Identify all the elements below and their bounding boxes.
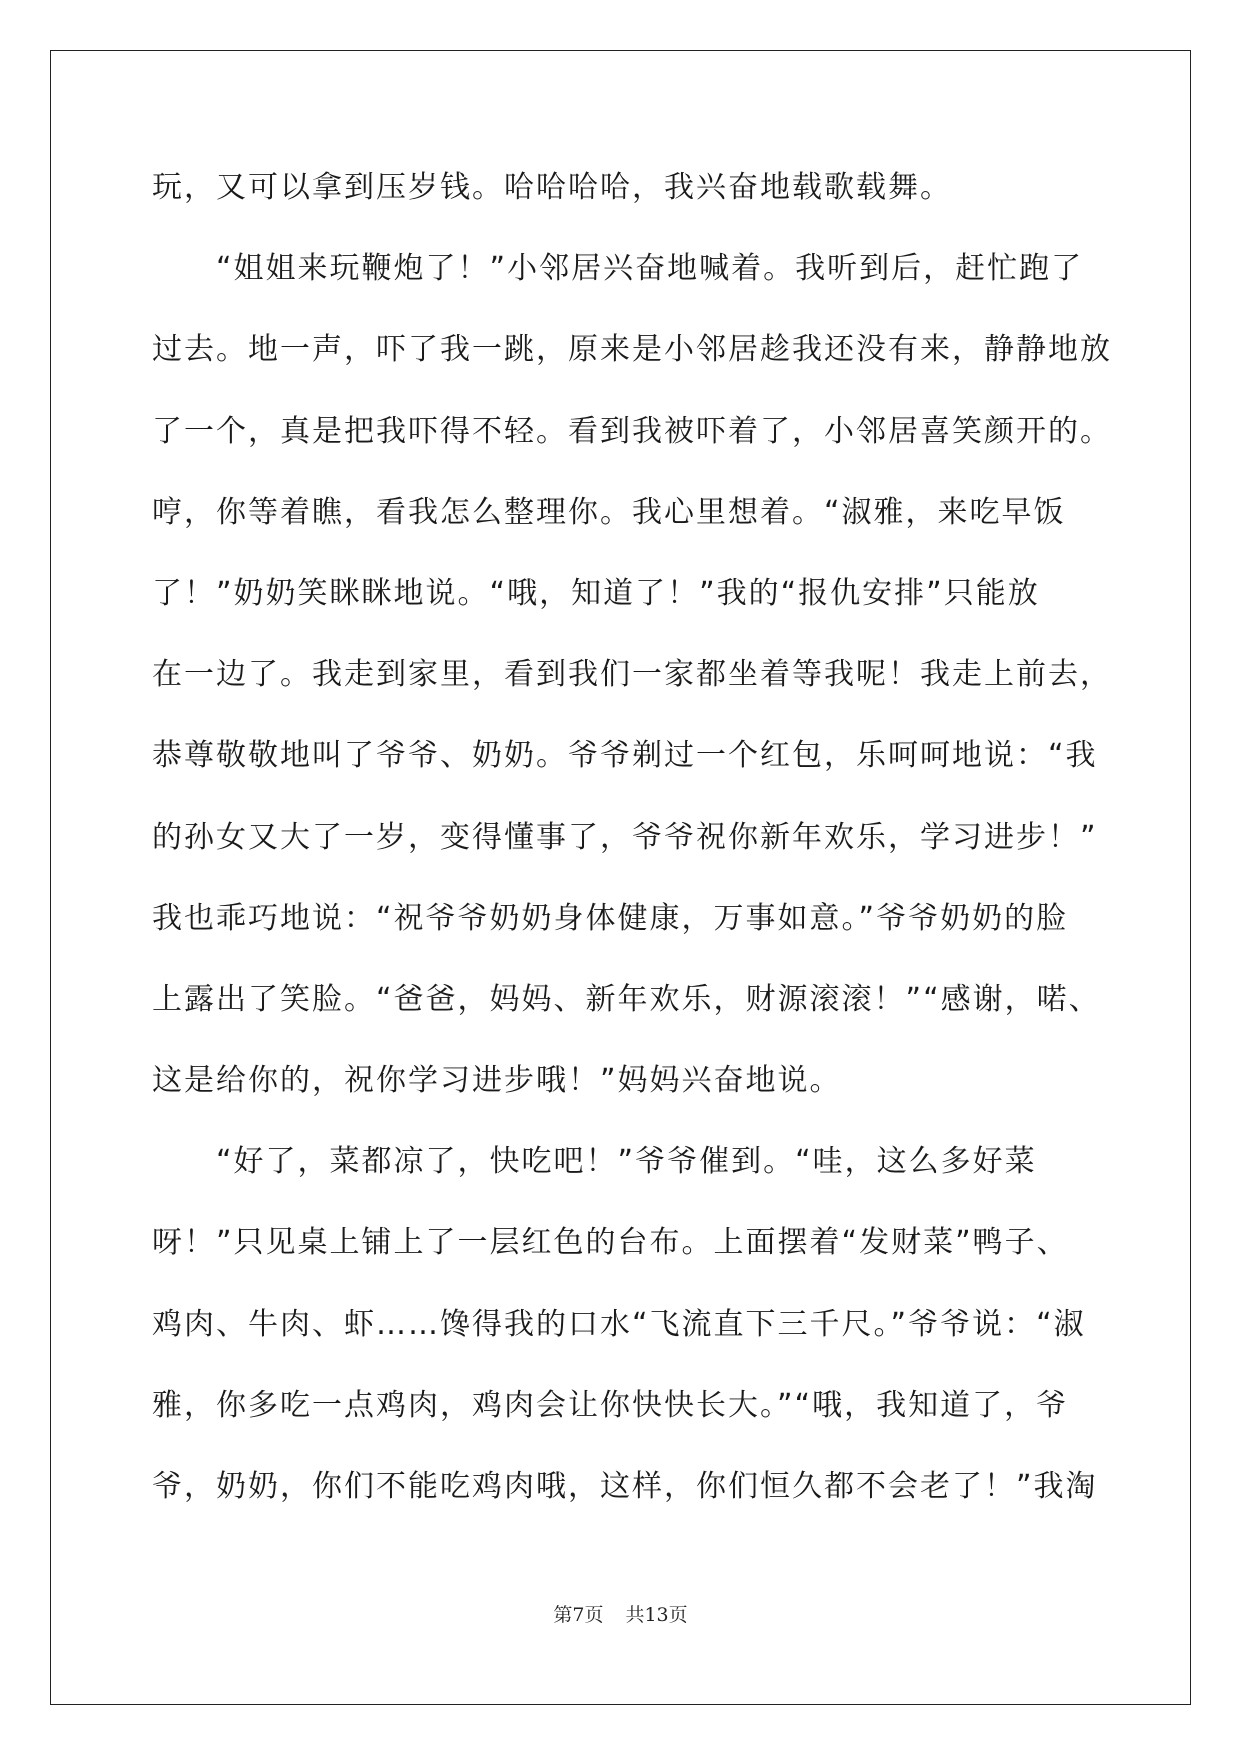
text-line: 这是给你的，祝你学习进步哦！”妈妈兴奋地说。: [152, 1063, 842, 1099]
text-line: 呀！”只见桌上铺上了一层红色的台布。上面摆着“发财菜”鸭子、: [152, 1225, 1069, 1261]
text-line: 的孙女又大了一岁，变得懂事了，爷爷祝你新年欢乐，学习进步！”: [152, 819, 1098, 855]
text-line: 了一个，真是把我吓得不轻。看到我被吓着了，小邻居喜笑颜开的。: [152, 413, 1112, 449]
text-line: 在一边了。我走到家里，看到我们一家都坐着等我呢！我走上前去，: [152, 657, 1112, 693]
paragraph-start-line: “姐姐来玩鞭炮了！”小邻居兴奋地喊着。我听到后，赶忙跑了: [216, 251, 1084, 287]
page-footer: [0, 1600, 1241, 1627]
text-line: 上露出了笑脸。“爸爸，妈妈、新年欢乐，财源滚滚！”“感谢，喏、: [152, 981, 1101, 1017]
text-line: 我也乖巧地说：“祝爷爷奶奶身体健康，万事如意。”爷爷奶奶的脸: [152, 900, 1069, 936]
text-line: 哼，你等着瞧，看我怎么整理你。我心里想着。“淑雅，来吃早饭: [152, 494, 1066, 530]
text-line: 爷，奶奶，你们不能吃鸡肉哦，这样，你们恒久都不会老了！”我淘: [152, 1469, 1098, 1504]
page-number: 第7页: [553, 1604, 604, 1626]
text-line: 过去。地一声，吓了我一跳，原来是小邻居趁我还没有来，静静地放: [152, 332, 1112, 368]
page-total: 共13页: [625, 1604, 688, 1626]
document-body: [152, 168, 1112, 1548]
text-line: 恭尊敬敬地叫了爷爷、奶奶。爷爷剃过一个红包，乐呵呵地说：“我: [152, 738, 1098, 774]
text-line: 鸡肉、牛肉、虾……馋得我的口水“飞流直下三千尺。”爷爷说：“淑: [152, 1306, 1086, 1342]
text-line: 玩，又可以拿到压岁钱。哈哈哈哈，我兴奋地载歌载舞。: [152, 170, 952, 205]
text-line: 了！”奶奶笑眯眯地说。“哦，知道了！”我的“报仇安排”只能放: [152, 575, 1040, 611]
text-line: 雅，你多吃一点鸡肉，鸡肉会让你快快长大。”“哦，我知道了，爷: [152, 1387, 1069, 1423]
paragraph-start-line: “好了，菜都凉了，快吃吧！”爷爷催到。“哇，这么多好菜: [216, 1144, 1037, 1180]
